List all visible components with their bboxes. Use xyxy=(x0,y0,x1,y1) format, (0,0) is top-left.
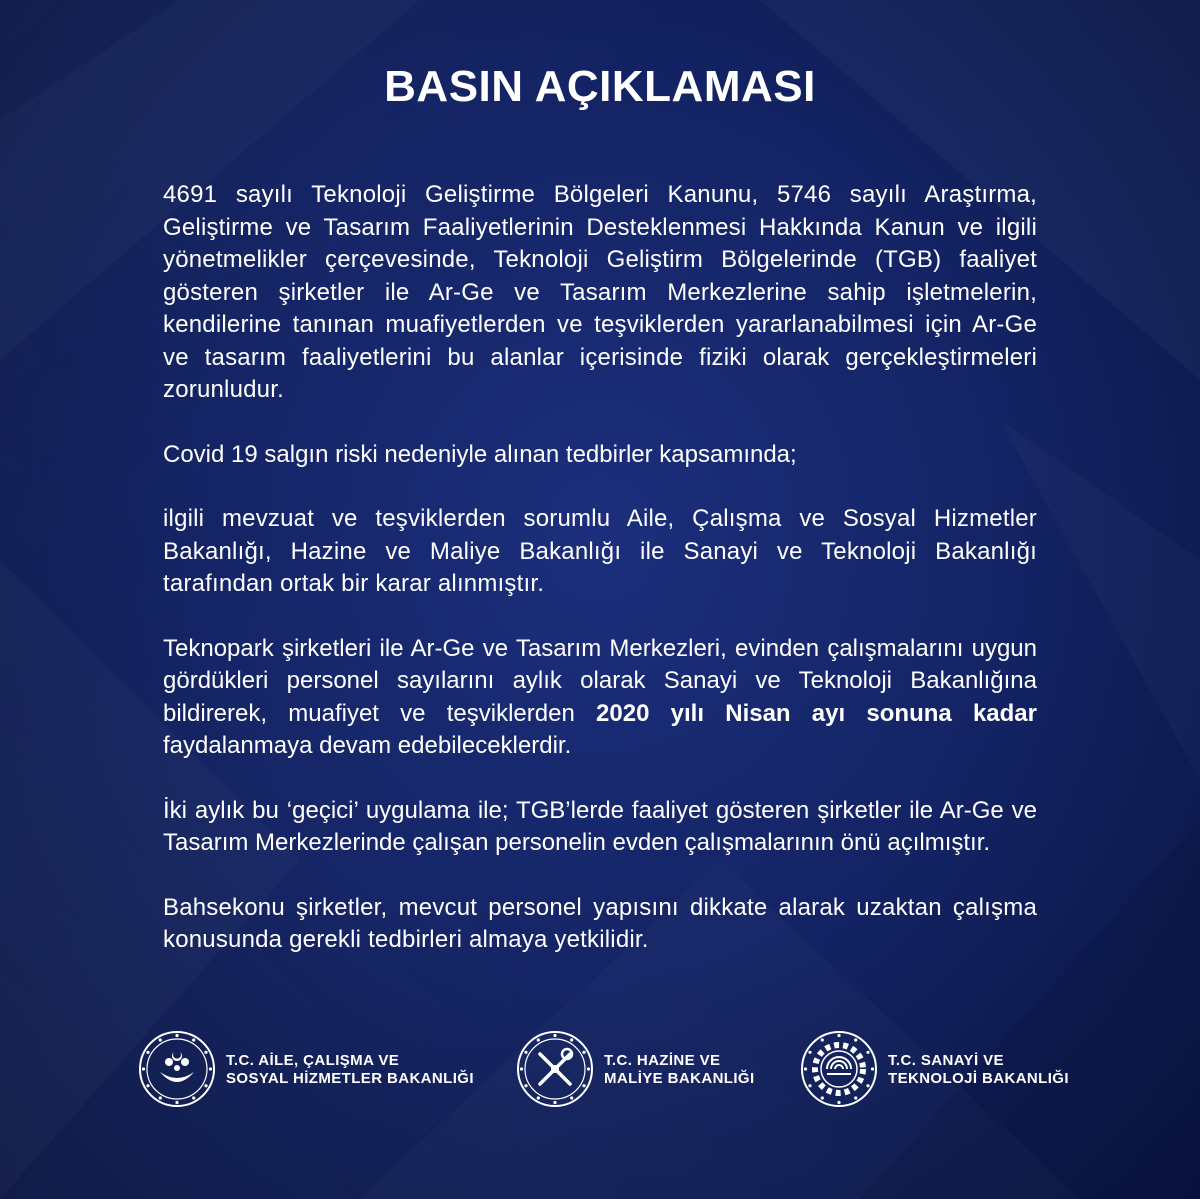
page-title: BASIN AÇIKLAMASI xyxy=(384,62,816,111)
paragraph-legal-basis: 4691 sayılı Teknoloji Geliştirme Bölgeleri Kanunu, 5746 sayılı Araştırma, Geliştirme ve Tasarım Faaliyetlerinin Desteklenmesi Hakkında Kanun ve ilgili yönetmelikler çerçevesinde, Teknoloji Geliştirm Bölgelerinde (TGB) faaliyet gösteren şirketler ile Ar-Ge ve Tasarım Merkezlerine sahip işletmelerin, kendilerine tanınan muafiyetlerden ve teşviklerden yararlanabilmesi için Ar-Ge ve tasarım faaliyetlerini bu alanlar içerisinde fiziki olarak gerçekleştirmeleri zorunludur. xyxy=(163,181,1037,403)
treasury-ministry-logo-icon xyxy=(516,1030,594,1108)
paragraph-company-authority: Bahsekonu şirketler, mevcut personel yapısını dikkate alarak uzaktan çalışma konusunda gerekli tedbirleri almaya yetkilidir. xyxy=(163,893,1037,953)
ministry-name-line: T.C. SANAYİ VE xyxy=(888,1052,1004,1069)
paragraph-teknopark-notice xyxy=(163,633,1037,763)
press-release-body xyxy=(163,179,1037,989)
paragraph-temporary-application: İki aylık bu ‘geçici’ uygulama ile; TGB’lerde faaliyet gösteren şirketler ile Ar-Ge ve Tasarım Merkezlerinde çalışan personelin evden çalışmalarının önü açılmıştır. xyxy=(163,796,1037,856)
ministry-name-line: T.C. HAZİNE VE xyxy=(604,1052,721,1069)
paragraph-joint-decision: ilgili mevzuat ve teşviklerden sorumlu Aile, Çalışma ve Sosyal Hizmetler Bakanlığı, Hazine ve Maliye Bakanlığı ile Sanayi ve Teknoloji Bakanlığı tarafından ortak bir karar alınmıştır. xyxy=(163,505,1037,597)
ministry-logos-footer xyxy=(0,1030,1200,1110)
ministry-family-labour-name xyxy=(226,1052,474,1088)
ministry-name-line: MALİYE BAKANLIĞI xyxy=(604,1070,755,1087)
paragraph-covid-measures: Covid 19 salgın riski nedeniyle alınan tedbirler kapsamında; xyxy=(163,440,797,468)
ministry-name-line: TEKNOLOJİ BAKANLIĞI xyxy=(888,1070,1069,1087)
paragraph-teknopark-text: Teknopark şirketleri ile Ar-Ge ve Tasarım Merkezleri, evinden çalışmalarını uygun gördükleri personel sayılarını aylık olarak Sanayi ve Teknoloji Bakanlığına bildirerek, muafiyet ve teşviklerden xyxy=(163,634,1037,727)
ministry-name-line: SOSYAL HİZMETLER BAKANLIĞI xyxy=(226,1070,474,1087)
deadline-highlight: 2020 yılı Nisan ayı sonuna kadar xyxy=(596,699,1037,727)
industry-ministry-logo-icon xyxy=(800,1030,878,1108)
family-ministry-logo-icon xyxy=(138,1030,216,1108)
paragraph-teknopark-text-end: faydalanmaya devam edebileceklerdir. xyxy=(163,732,572,759)
ministry-name-line: T.C. AİLE, ÇALIŞMA VE xyxy=(226,1052,400,1069)
ministry-industry-technology-name xyxy=(888,1052,1069,1088)
ministry-treasury-finance-name xyxy=(604,1052,755,1088)
